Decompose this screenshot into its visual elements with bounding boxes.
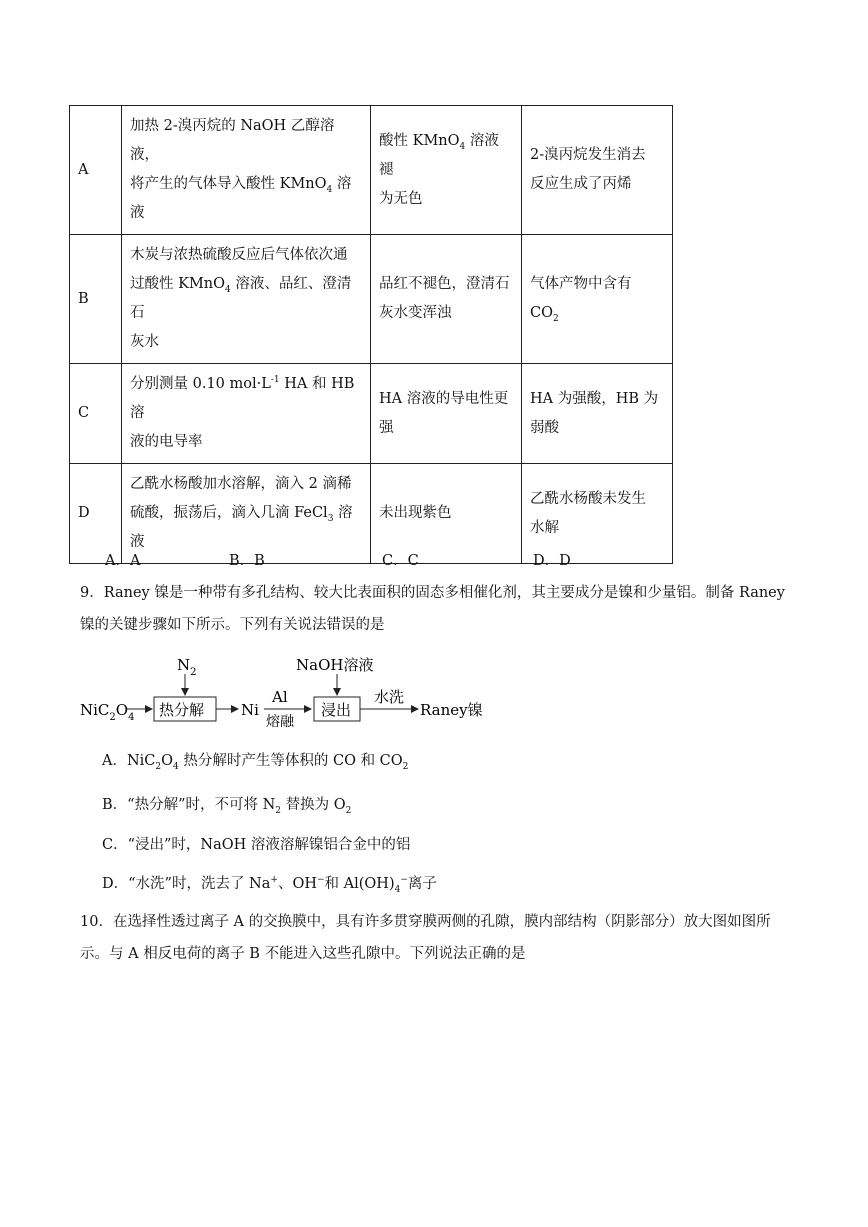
operation-cell: 加热 2-溴丙烷的 NaOH 乙醇溶液， 将产生的气体导入酸性 KMnO$_4$ 溶 液 (122, 106, 371, 235)
conclusion-cell: 2-溴丙烷发生消去 反应生成了丙烯 (522, 106, 673, 235)
table-row (70, 464, 673, 564)
row-label: B (70, 235, 122, 364)
phenomenon-cell: 未出现紫色 (371, 464, 522, 564)
q8-option-d[interactable]: D．D (533, 553, 571, 569)
phenomenon-cell: 酸性 KMnO$_4$ 溶液褪 为无色 (371, 106, 522, 235)
phenomenon-cell: 品红不褪色，澄清石 灰水变浑浊 (371, 235, 522, 364)
row-label: A (70, 106, 122, 235)
melt-label: 熔融 (266, 714, 294, 730)
operation-cell: 分别测量 0.10 $mol\cdot L^{-1}$ HA 和 HB 溶 液的电导率 (122, 364, 371, 464)
wash-label: 水洗 (374, 688, 405, 706)
table-row (70, 364, 673, 464)
q9-option-c[interactable]: C．“浸出”时，NaOH 溶液溶解镍铝合金中的铝 (102, 837, 411, 853)
start-material: $NiC_2O_4$ (80, 701, 135, 723)
aluminum-label: Al (272, 688, 288, 706)
q9-option-a[interactable]: A．$NiC_2O_4$ 热分解时产生等体积的 CO 和 $CO_2$ (102, 753, 409, 772)
q9-option-d[interactable]: D．“水洗”时，洗去了 Na+、OH−和 $Al(OH)_4^-$离子 (102, 875, 437, 895)
q10-stem: 10．在选择性透过离子 A 的交换膜中，具有许多贯穿膜两侧的孔隙，膜内部结构（阴影部分）放大图如图所示。与 A 相反电荷的离子 B 不能进入这些孔隙中。下列说法正确的是 (80, 914, 771, 962)
q9-option-b[interactable]: B．“热分解”时，不可将 $N_2$ 替换为 $O_2$ (102, 797, 352, 816)
raney-nickel-flow-diagram (78, 652, 498, 730)
q8-option-a[interactable]: A．A (105, 553, 141, 569)
decompose-label: 热分解 (159, 701, 205, 719)
experiment-table (69, 105, 673, 564)
leach-label: 浸出 (321, 701, 352, 719)
q9-stem: 9．Raney 镍是一种带有多孔结构、较大比表面积的固态多相催化剂，其主要成分是镍和少量铝。制备 Raney 镍的关键步骤如下所示。下列有关说法错误的是 (80, 585, 785, 633)
product-label: Raney镍 (420, 701, 483, 719)
row-label: C (70, 364, 122, 464)
q8-option-b[interactable]: B．B (229, 553, 265, 569)
row-label: D (70, 464, 122, 564)
nickel-label: Ni (241, 701, 259, 719)
phenomenon-cell: HA 溶液的导电性更 强 (371, 364, 522, 464)
conclusion-cell: 乙酰水杨酸未发生 水解 (522, 464, 673, 564)
table-row (70, 106, 673, 235)
conclusion-cell: 气体产物中含有 $CO_2$ (522, 235, 673, 364)
table-row (70, 235, 673, 364)
nitrogen-label: $N_2$ (177, 656, 197, 678)
naoh-label: NaOH溶液 (296, 656, 374, 674)
conclusion-cell: HA 为强酸，HB 为 弱酸 (522, 364, 673, 464)
operation-cell: 乙酰水杨酸加水溶解，滴入 2 滴稀 硫酸，振荡后，滴入几滴 FeCl$_3$ 溶液 (122, 464, 371, 564)
q8-option-c[interactable]: C．C (382, 553, 419, 569)
operation-cell: 木炭与浓热硫酸反应后气体依次通 过酸性 KMnO$_4$ 溶液、品红、澄清石 灰水 (122, 235, 371, 364)
